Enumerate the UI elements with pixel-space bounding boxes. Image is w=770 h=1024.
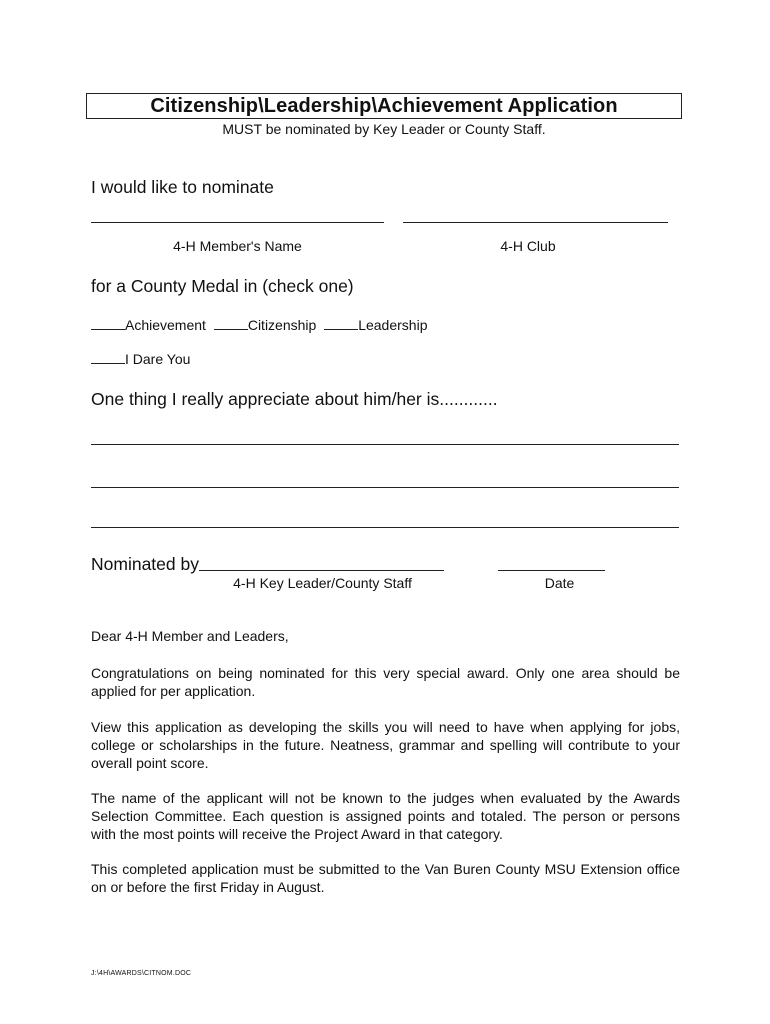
appreciate-line-3[interactable] (91, 527, 679, 528)
nominate-prompt: I would like to nominate (91, 177, 274, 197)
club-field[interactable] (403, 222, 668, 223)
leader-signature-field[interactable] (199, 570, 444, 571)
date-field[interactable] (498, 570, 605, 571)
appreciate-line-2[interactable] (91, 487, 679, 488)
leadership-label: Leadership (358, 317, 428, 333)
achievement-checkbox[interactable] (91, 317, 125, 330)
leadership-checkbox[interactable] (324, 317, 358, 330)
citizenship-checkbox[interactable] (214, 317, 248, 330)
file-path-footer: J:\4H\AWARDS\CITNOM.DOC (91, 970, 192, 977)
i-dare-you-label: I Dare You (125, 351, 191, 367)
appreciate-line-1[interactable] (91, 444, 679, 445)
letter-paragraph: Congratulations on being nominated for this very special award. Only one area should be applied for per application. (91, 665, 680, 699)
letter-paragraph: View this application as developing the skills you will need to have when applying for jobs, college or scholarships in the future. Neatness, grammar and spelling will contribute to your overall point score. (91, 719, 680, 771)
page-title: Citizenship\Leadership\Achievement Application (150, 95, 618, 117)
achievement-label: Achievement (125, 317, 206, 333)
member-name-field[interactable] (91, 222, 384, 223)
citizenship-label: Citizenship (247, 317, 317, 333)
appreciate-prompt: One thing I really appreciate about him/her is............ (91, 389, 498, 409)
letter-salutation: Dear 4-H Member and Leaders, (91, 628, 289, 644)
letter-paragraph: This completed application must be submitted to the Van Buren County MSU Extension office on or before the first Friday in August. (91, 861, 680, 895)
medal-prompt: for a County Medal in (check one) (91, 276, 354, 296)
i-dare-you-checkbox[interactable] (91, 351, 125, 364)
nominated-by-label: Nominated by (91, 554, 199, 574)
date-caption: Date (544, 575, 575, 591)
member-name-caption: 4-H Member's Name (173, 238, 302, 254)
title-box (86, 93, 682, 119)
leader-caption: 4-H Key Leader/County Staff (233, 575, 412, 591)
medal-options-row (91, 317, 427, 333)
club-caption: 4-H Club (500, 238, 556, 254)
medal-options-row-2 (91, 351, 190, 367)
letter-paragraph: The name of the applicant will not be known to the judges when evaluated by the Awards Selection Committee. Each question is assigned points and totaled. The person or persons with the most points will receive the Project Award in that category. (91, 790, 680, 842)
subtitle: MUST be nominated by Key Leader or County Staff. (222, 121, 546, 137)
